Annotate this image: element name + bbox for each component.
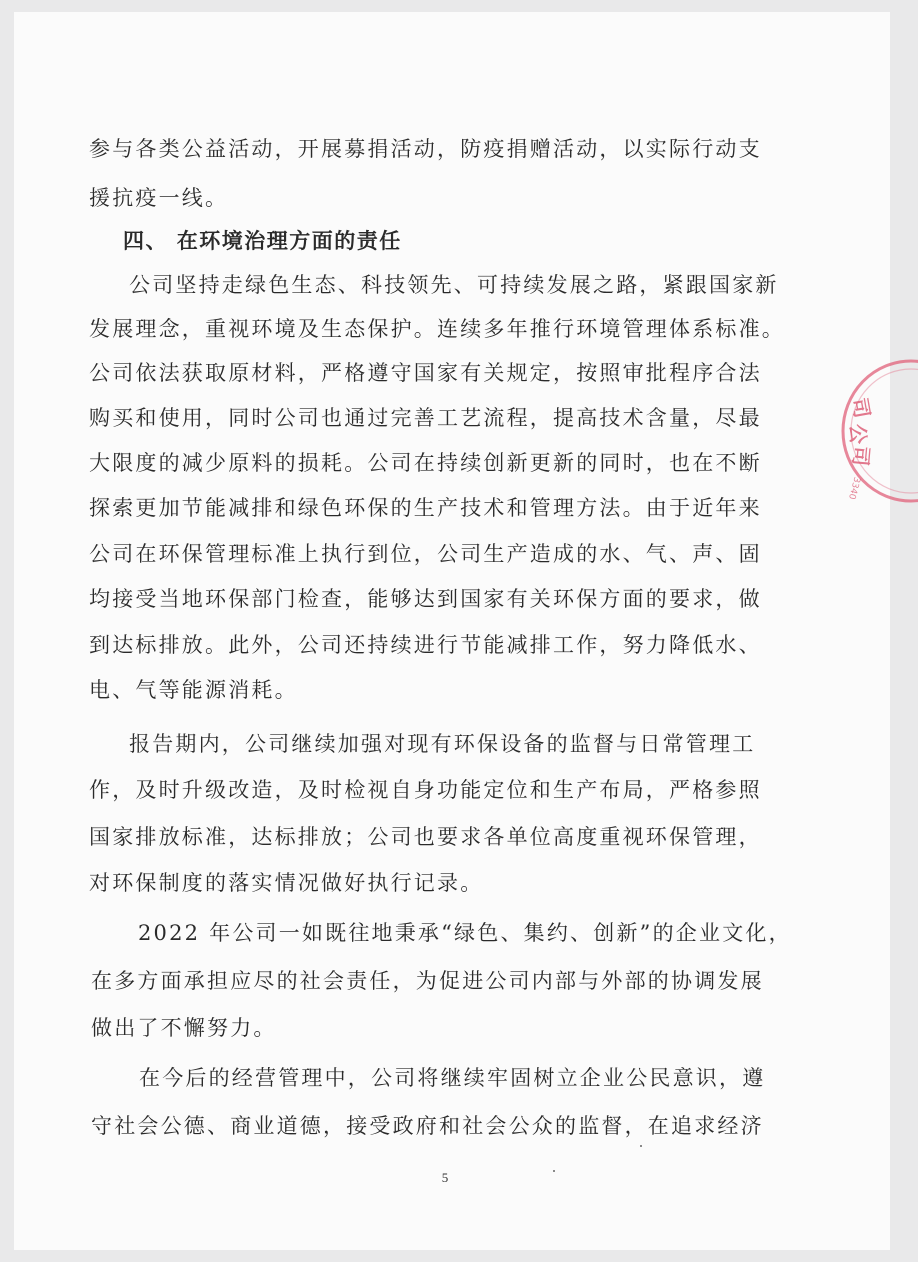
body-line: 到达标排放。此外，公司还持续进行节能减排工作，努力降低水、 bbox=[89, 633, 762, 657]
body-line: 公司依法获取原材料，严格遵守国家有关规定，按照审批程序合法 bbox=[89, 361, 762, 385]
svg-text:3340: 3340 bbox=[845, 475, 862, 501]
body-line: 探索更加节能减排和绿色环保的生产技术和管理方法。由于近年来 bbox=[89, 496, 762, 520]
svg-text:司: 司 bbox=[848, 445, 874, 468]
document-page bbox=[14, 12, 890, 1250]
body-line: 守社会公德、商业道德，接受政府和社会公众的监督，在追求经济 bbox=[91, 1114, 764, 1138]
body-line: 国家排放标准，达标排放；公司也要求各单位高度重视环保管理， bbox=[89, 825, 762, 849]
body-line: 公司坚持走绿色生态、科技领先、可持续发展之路，紧跟国家新 bbox=[129, 273, 779, 297]
company-seal bbox=[836, 356, 918, 506]
body-line: 大限度的减少原料的损耗。公司在持续创新更新的同时，也在不断 bbox=[89, 451, 762, 475]
body-line: 电、气等能源消耗。 bbox=[89, 678, 298, 702]
body-line: 对环保制度的落实情况做好执行记录。 bbox=[89, 871, 484, 895]
body-line: 参与各类公益活动，开展募捐活动，防疫捐赠活动，以实际行动支 bbox=[89, 137, 762, 161]
section-heading: 四、 在环境治理方面的责任 bbox=[123, 229, 402, 253]
svg-text:司: 司 bbox=[847, 395, 875, 420]
body-line: 在今后的经营管理中，公司将继续牢固树立企业公民意识，遵 bbox=[139, 1066, 766, 1090]
body-line: 在多方面承担应尽的社会责任，为促进公司内部与外部的协调发展 bbox=[91, 969, 764, 993]
body-line: 公司在环保管理标准上执行到位，公司生产造成的水、气、声、固 bbox=[89, 542, 762, 566]
body-line: 作，及时升级改造，及时检视自身功能定位和生产布局，严格参照 bbox=[89, 778, 762, 802]
body-line: 报告期内，公司继续加强对现有环保设备的监督与日常管理工 bbox=[129, 732, 756, 756]
scan-speck bbox=[553, 1170, 555, 1172]
body-line: 援抗疫一线。 bbox=[89, 186, 229, 210]
body-line: 做出了不懈努力。 bbox=[91, 1016, 277, 1040]
body-line: 均接受当地环保部门检查，能够达到国家有关环保方面的要求，做 bbox=[89, 587, 762, 611]
page-number: 5 bbox=[441, 1170, 449, 1185]
body-line: 购买和使用，同时公司也通过完善工艺流程，提高技术含量，尽最 bbox=[89, 406, 762, 430]
svg-text:公: 公 bbox=[845, 423, 871, 445]
body-line: 发展理念，重视环境及生态保护。连续多年推行环境管理体系标准。 bbox=[89, 317, 785, 341]
body-line: 2022 年公司一如既往地秉承“绿色、集约、创新”的企业文化， bbox=[138, 921, 792, 945]
scan-speck bbox=[640, 1145, 642, 1147]
